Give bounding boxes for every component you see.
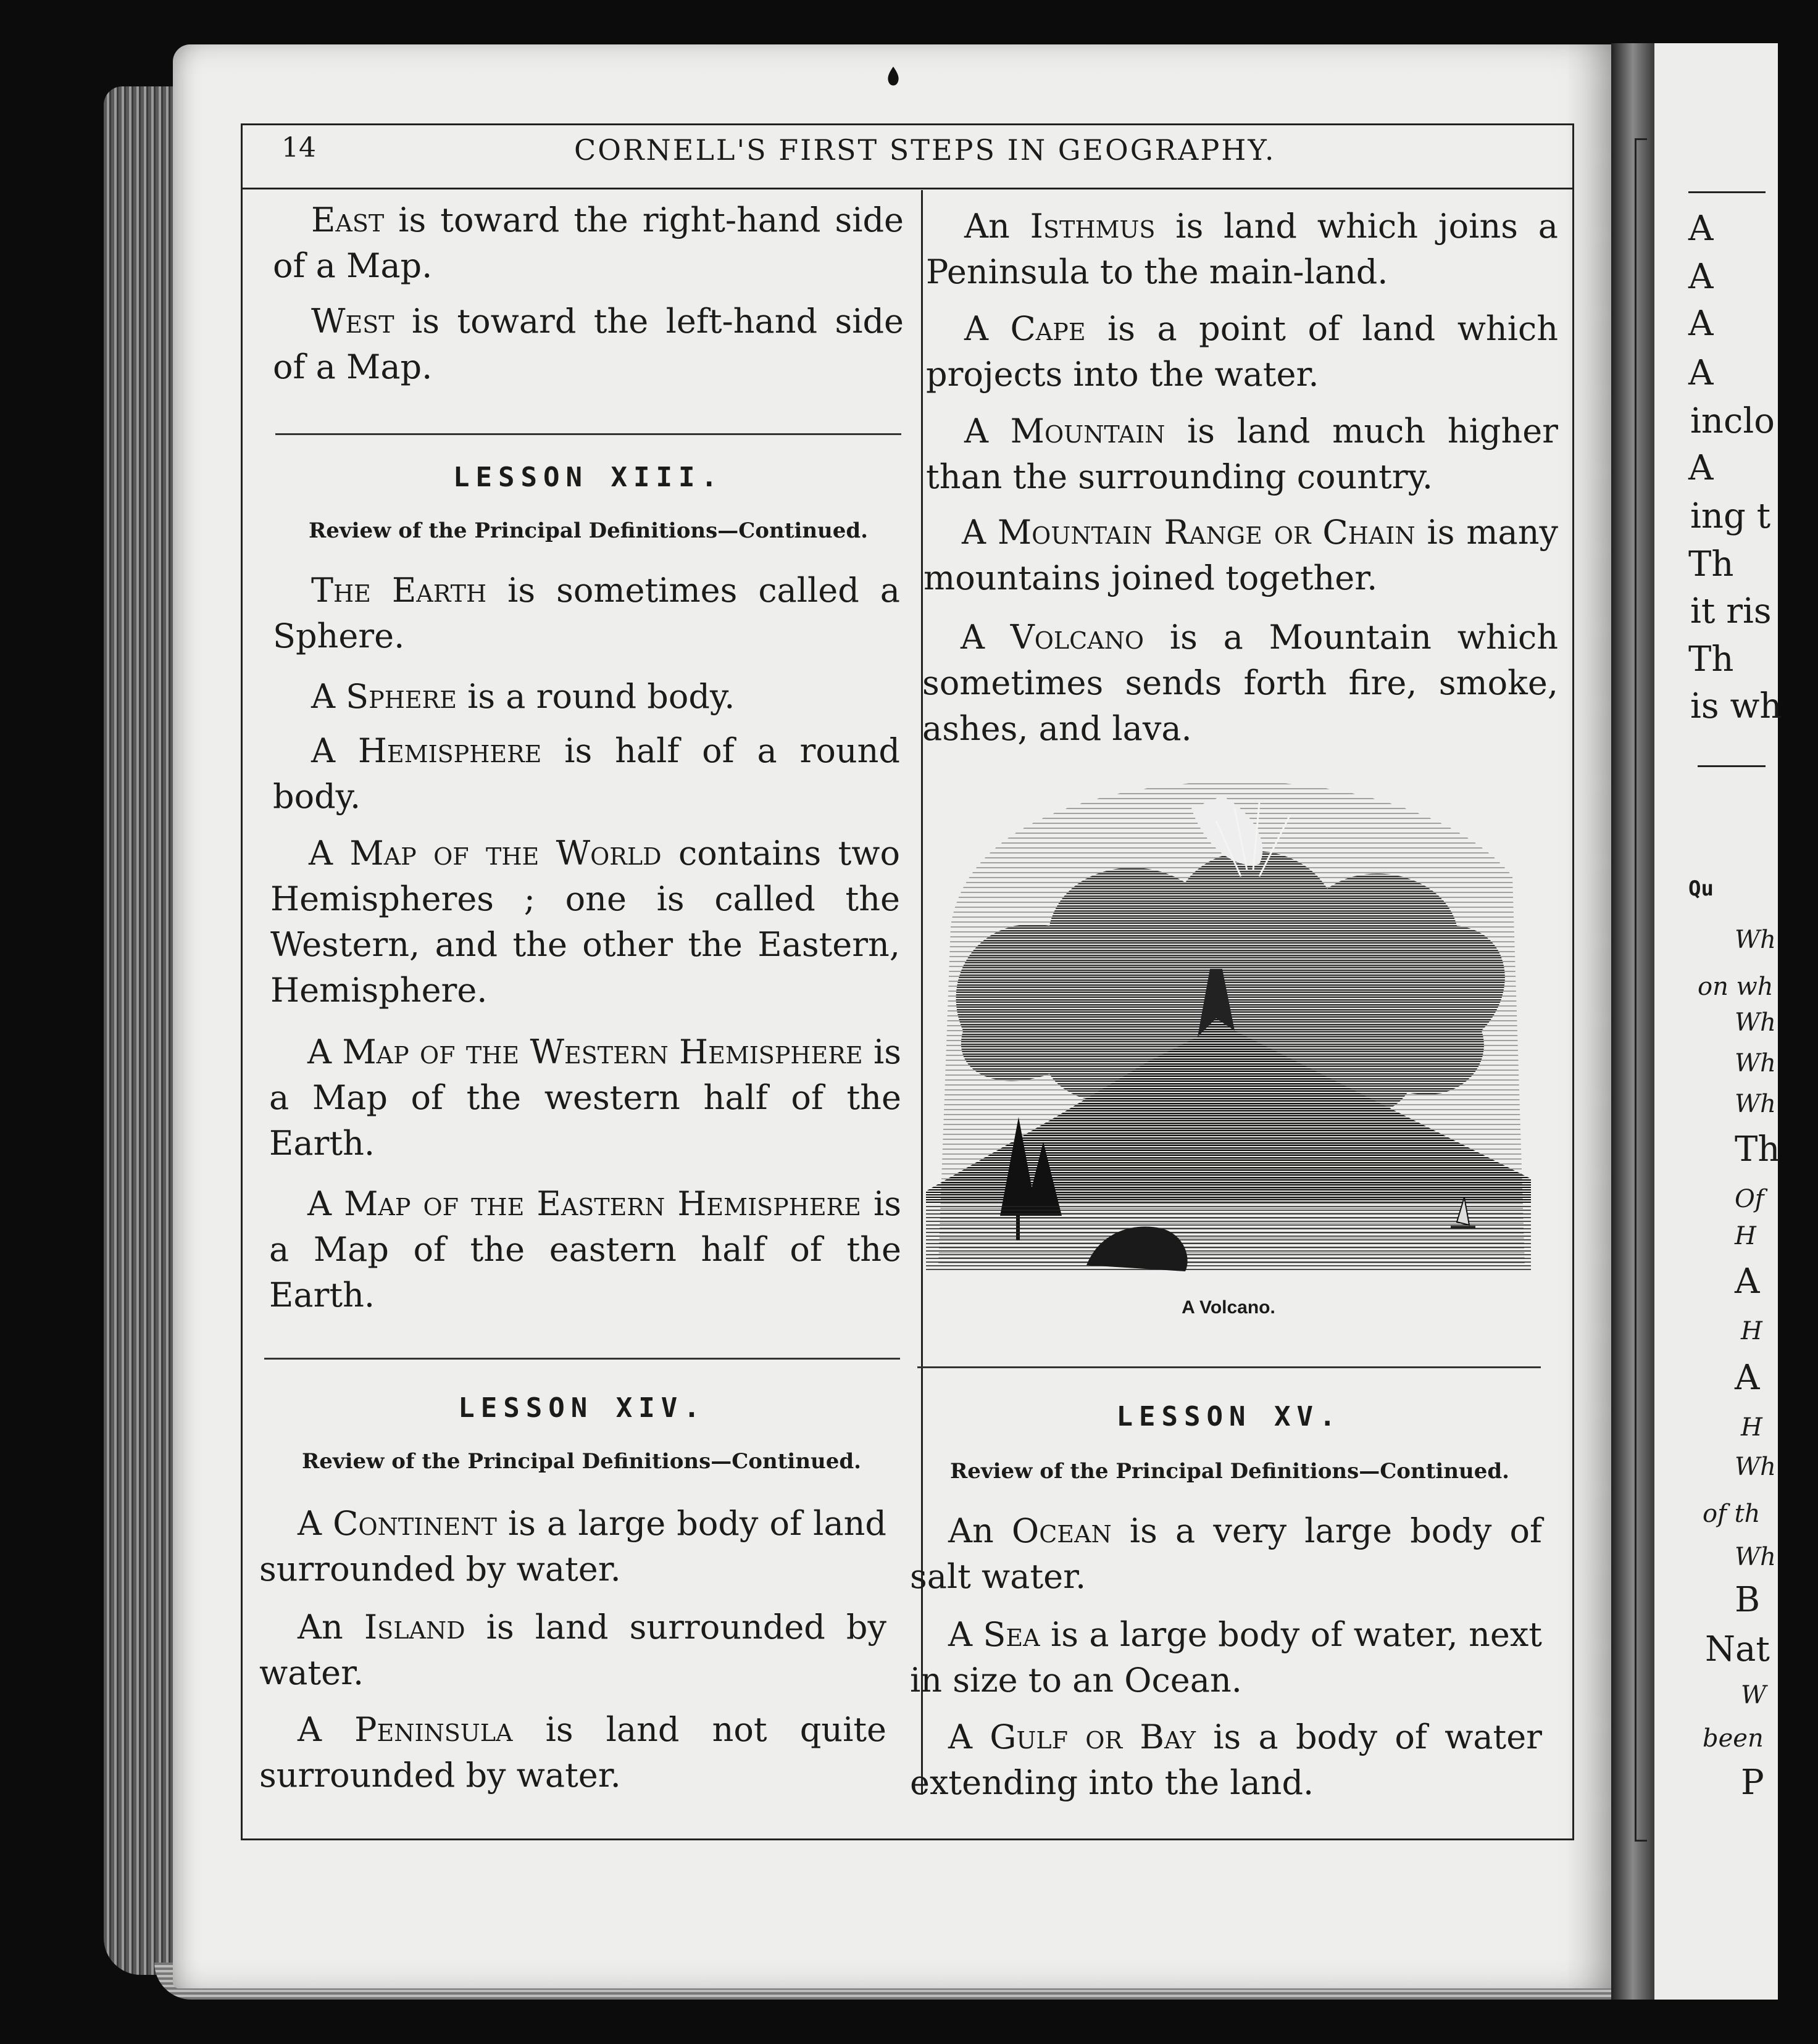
facing-text-line: H (1735, 1222, 1756, 1250)
paragraph-mountain-range: A Mountain Range or Chain is many mountains joined together. (924, 513, 1558, 597)
facing-text-line: A (1688, 209, 1714, 249)
volcano-illustration (926, 771, 1537, 1290)
book-gutter (1611, 43, 1654, 2000)
paragraph-isthmus: An Isthmus is land which joins a Peninsula to the main-land. (926, 207, 1558, 291)
facing-text-line: A (1688, 448, 1714, 488)
facing-text-line: Nat (1705, 1629, 1770, 1669)
paragraph-peninsula: A Peninsula is land not quite surrounded by water. (259, 1710, 886, 1795)
facing-text-line: A (1688, 257, 1714, 297)
facing-text-line: Wh (1735, 1090, 1776, 1118)
facing-text-line: Wh (1735, 1543, 1776, 1571)
facing-text-line: Wh (1735, 1049, 1776, 1078)
paragraph-map-western: A Map of the Western Hemisphere is a Map of the western half of the Earth. (269, 1032, 901, 1163)
section-rule (264, 1358, 900, 1360)
paragraph-sea: A Sea is a large body of water, next in size to an Ocean. (910, 1615, 1542, 1700)
lesson-title: LESSON XIV. (458, 1392, 706, 1424)
lesson-subtitle: Review of the Principal Definitions—Continued. (949, 1459, 1509, 1484)
facing-page-rule (1688, 191, 1766, 193)
paragraph-map-world: A Map of the World contains two Hemispheres ; one is called the Western, and the other the Eastern, Hemisphere. (270, 834, 900, 1010)
facing-text-line: on wh (1698, 973, 1774, 1001)
page-number: 14 (281, 132, 316, 164)
paragraph-west: West is toward the left-hand side of a Map. (273, 302, 904, 386)
running-title: CORNELL'S FIRST STEPS IN GEOGRAPHY. (574, 133, 1276, 167)
facing-text-line: Wh (1735, 1453, 1776, 1481)
facing-text-line: been (1703, 1724, 1764, 1753)
facing-text-line: Qu (1688, 876, 1714, 901)
paragraph-earth: The Earth is sometimes called a Sphere. (273, 571, 900, 655)
facing-text-line: Wh (1735, 926, 1776, 954)
paragraph-cape: A Cape is a point of land which projects into the water. (926, 309, 1559, 394)
figure-caption: A Volcano. (1182, 1297, 1275, 1318)
facing-text-line: Of (1735, 1185, 1764, 1213)
facing-text-line: inclo (1690, 401, 1775, 441)
ink-mark-icon (886, 67, 900, 88)
paragraph-continent: A Continent is a large body of land surrounded by water. (259, 1504, 886, 1589)
facing-text-line: H (1741, 1317, 1762, 1345)
facing-text-line: Th (1688, 544, 1734, 584)
paragraph-gulf: A Gulf or Bay is a body of water extending into the land. (910, 1718, 1542, 1802)
lesson-subtitle: Review of the Principal Definitions—Continued. (308, 518, 868, 543)
facing-page-rule (1698, 765, 1766, 767)
lesson-title: LESSON XV. (1116, 1401, 1342, 1432)
section-rule (275, 433, 901, 435)
facing-page-frame (1635, 138, 1647, 1842)
paragraph-mountain: A Mountain is land much higher than the surrounding country. (926, 412, 1558, 496)
facing-text-line: of th (1703, 1500, 1761, 1528)
facing-text-line: H (1741, 1413, 1762, 1442)
paragraph-east: East is toward the right-hand side of a Map. (273, 201, 904, 285)
facing-text-line: Wh (1735, 1008, 1776, 1037)
facing-text-line: Th (1688, 639, 1734, 679)
section-rule (917, 1366, 1541, 1368)
facing-text-line: Th (1735, 1129, 1780, 1169)
facing-text-line: W (1741, 1681, 1767, 1710)
lesson-subtitle: Review of the Principal Definitions—Continued. (301, 1449, 861, 1474)
paragraph-sphere: A Sphere is a round body. (311, 677, 735, 716)
lesson-title: LESSON XIII. (453, 462, 723, 493)
paragraph-map-eastern: A Map of the Eastern Hemisphere is a Map of the eastern half of the Earth. (269, 1184, 901, 1315)
facing-text-line: A (1735, 1261, 1760, 1302)
facing-text-line: ing t (1690, 496, 1771, 536)
paragraph-ocean: An Ocean is a very large body of salt water. (910, 1511, 1542, 1596)
paragraph-island: An Island is land surrounded by water. (259, 1608, 886, 1692)
facing-text-line: is wh (1690, 686, 1782, 726)
paragraph-volcano: A Volcano is a Mountain which sometimes sends forth fire, smoke, ashes, and lava. (922, 618, 1558, 748)
paragraph-hemisphere: A Hemisphere is half of a round body. (273, 731, 900, 816)
header-rule (241, 188, 1574, 189)
facing-text-line: B (1735, 1580, 1761, 1620)
facing-text-line: A (1735, 1358, 1760, 1398)
facing-text-line: A (1688, 304, 1714, 344)
facing-text-line: P (1741, 1763, 1764, 1803)
facing-text-line: it ris (1690, 591, 1772, 631)
facing-text-line: A (1688, 353, 1714, 393)
